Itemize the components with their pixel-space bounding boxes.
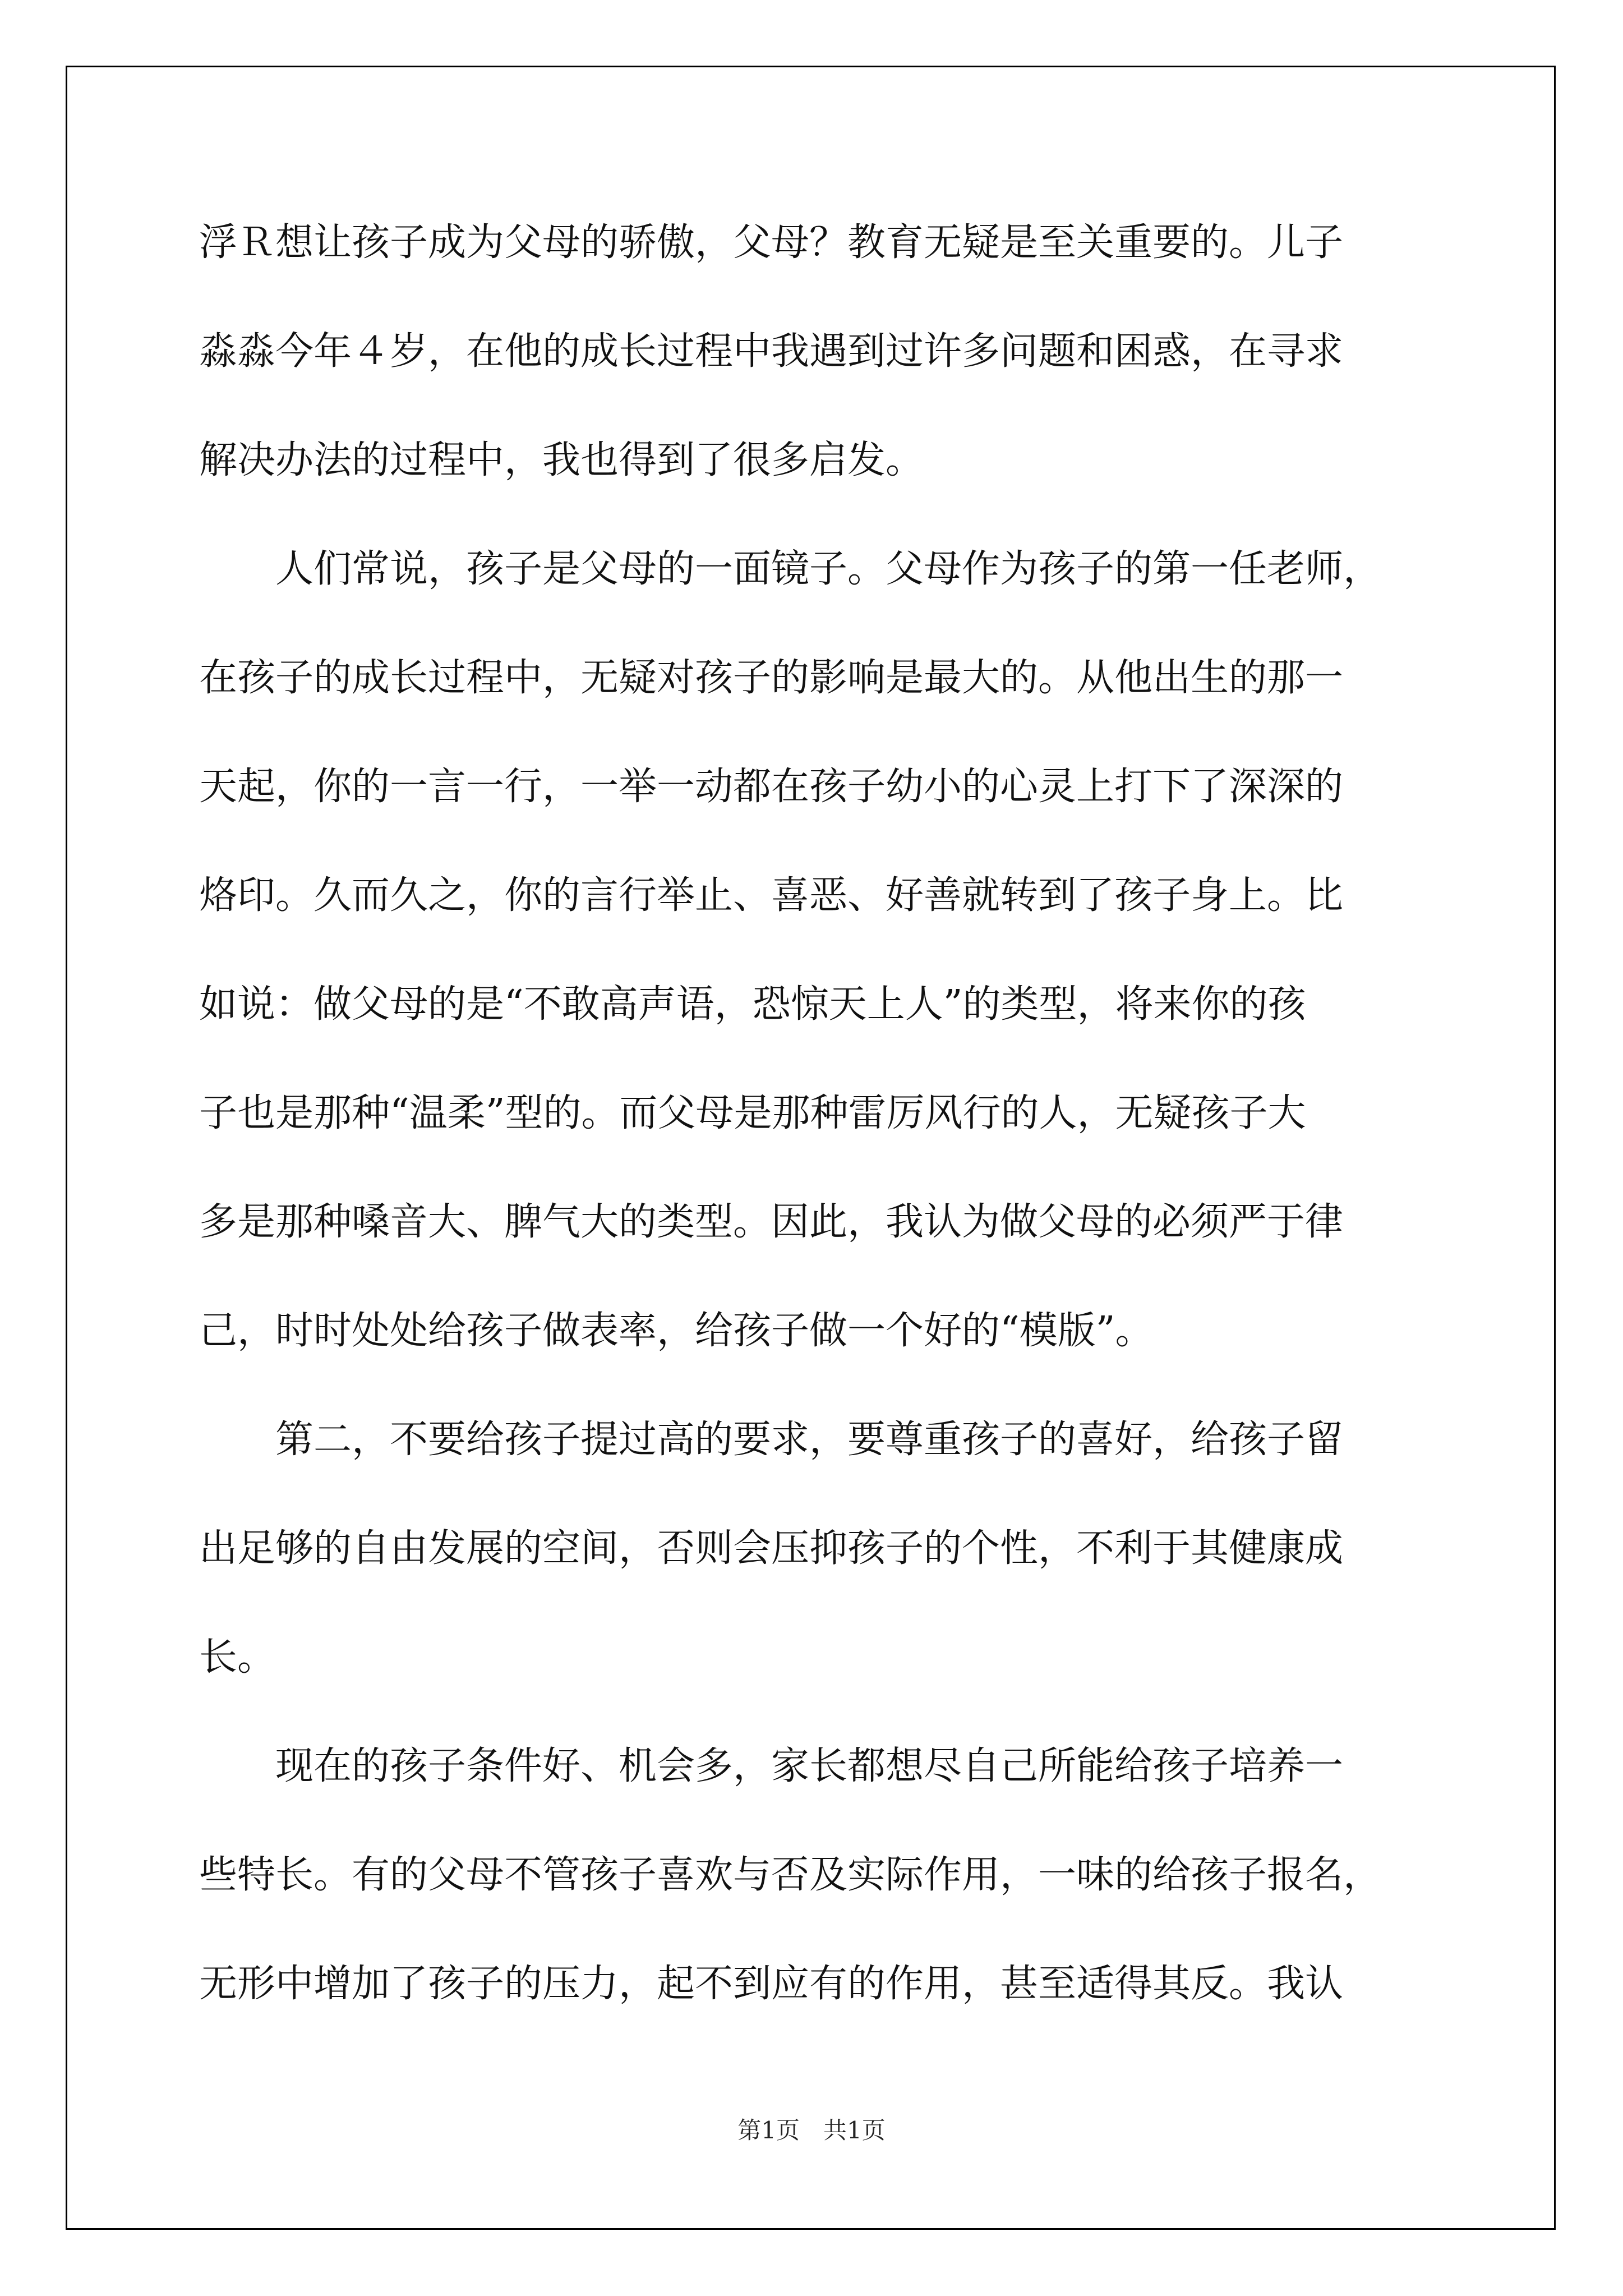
text-line: 现在的孩子条件好、机会多，家长都想尽自己所能给孩子培养一: [199, 1744, 1344, 1788]
text-line: 在孩子的成长过程中，无疑对孩子的影响是最大的。从他出生的那一: [199, 656, 1344, 700]
text-line: 无形中增加了孩子的压力，起不到应有的作用，甚至适得其反。我认: [199, 1962, 1344, 2006]
text-line: 人们常说，孩子是父母的一面镜子。父母作为孩子的第一任老师，: [199, 547, 1382, 591]
page-border: [66, 66, 1556, 2230]
text-line: 烙印。久而久之，你的言行举止、喜恶、好善就转到了孩子身上。比: [199, 873, 1344, 918]
text-line: 浮Ｒ想让孩子成为父母的骄傲，父母？教育无疑是至关重要的。儿子: [199, 220, 1344, 265]
text-line: 子也是那种“温柔”型的。而父母是那种雷厉风行的人，无疑孩子大: [199, 1091, 1306, 1135]
text-line: 第二，不要给孩子提过高的要求，要尊重孩子的喜好，给孩子留: [199, 1418, 1344, 1462]
text-line: 己，时时处处给孩子做表率，给孩子做一个好的“模版”。: [199, 1309, 1154, 1353]
text-line: 解决办法的过程中，我也得到了很多启发。: [199, 438, 924, 482]
text-line: 长。: [199, 1635, 276, 1680]
text-line: 天起，你的一言一行，一举一动都在孩子幼小的心灵上打下了深深的: [199, 765, 1344, 809]
page-footer: 第1页 共1页: [737, 2116, 886, 2144]
text-line: 淼淼今年４岁，在他的成长过程中我遇到过许多问题和困惑，在寻求: [199, 329, 1344, 374]
text-line: 些特长。有的父母不管孩子喜欢与否及实际作用，一味的给孩子报名，: [199, 1853, 1382, 1897]
text-line: 出足够的自由发展的空间，否则会压抑孩子的个性，不利于其健康成: [199, 1526, 1344, 1571]
text-line: 如说：做父母的是“不敢高声语，恐惊天上人”的类型，将来你的孩: [199, 982, 1306, 1027]
text-line: 多是那种嗓音大、脾气大的类型。因此，我认为做父母的必须严于律: [199, 1200, 1344, 1244]
